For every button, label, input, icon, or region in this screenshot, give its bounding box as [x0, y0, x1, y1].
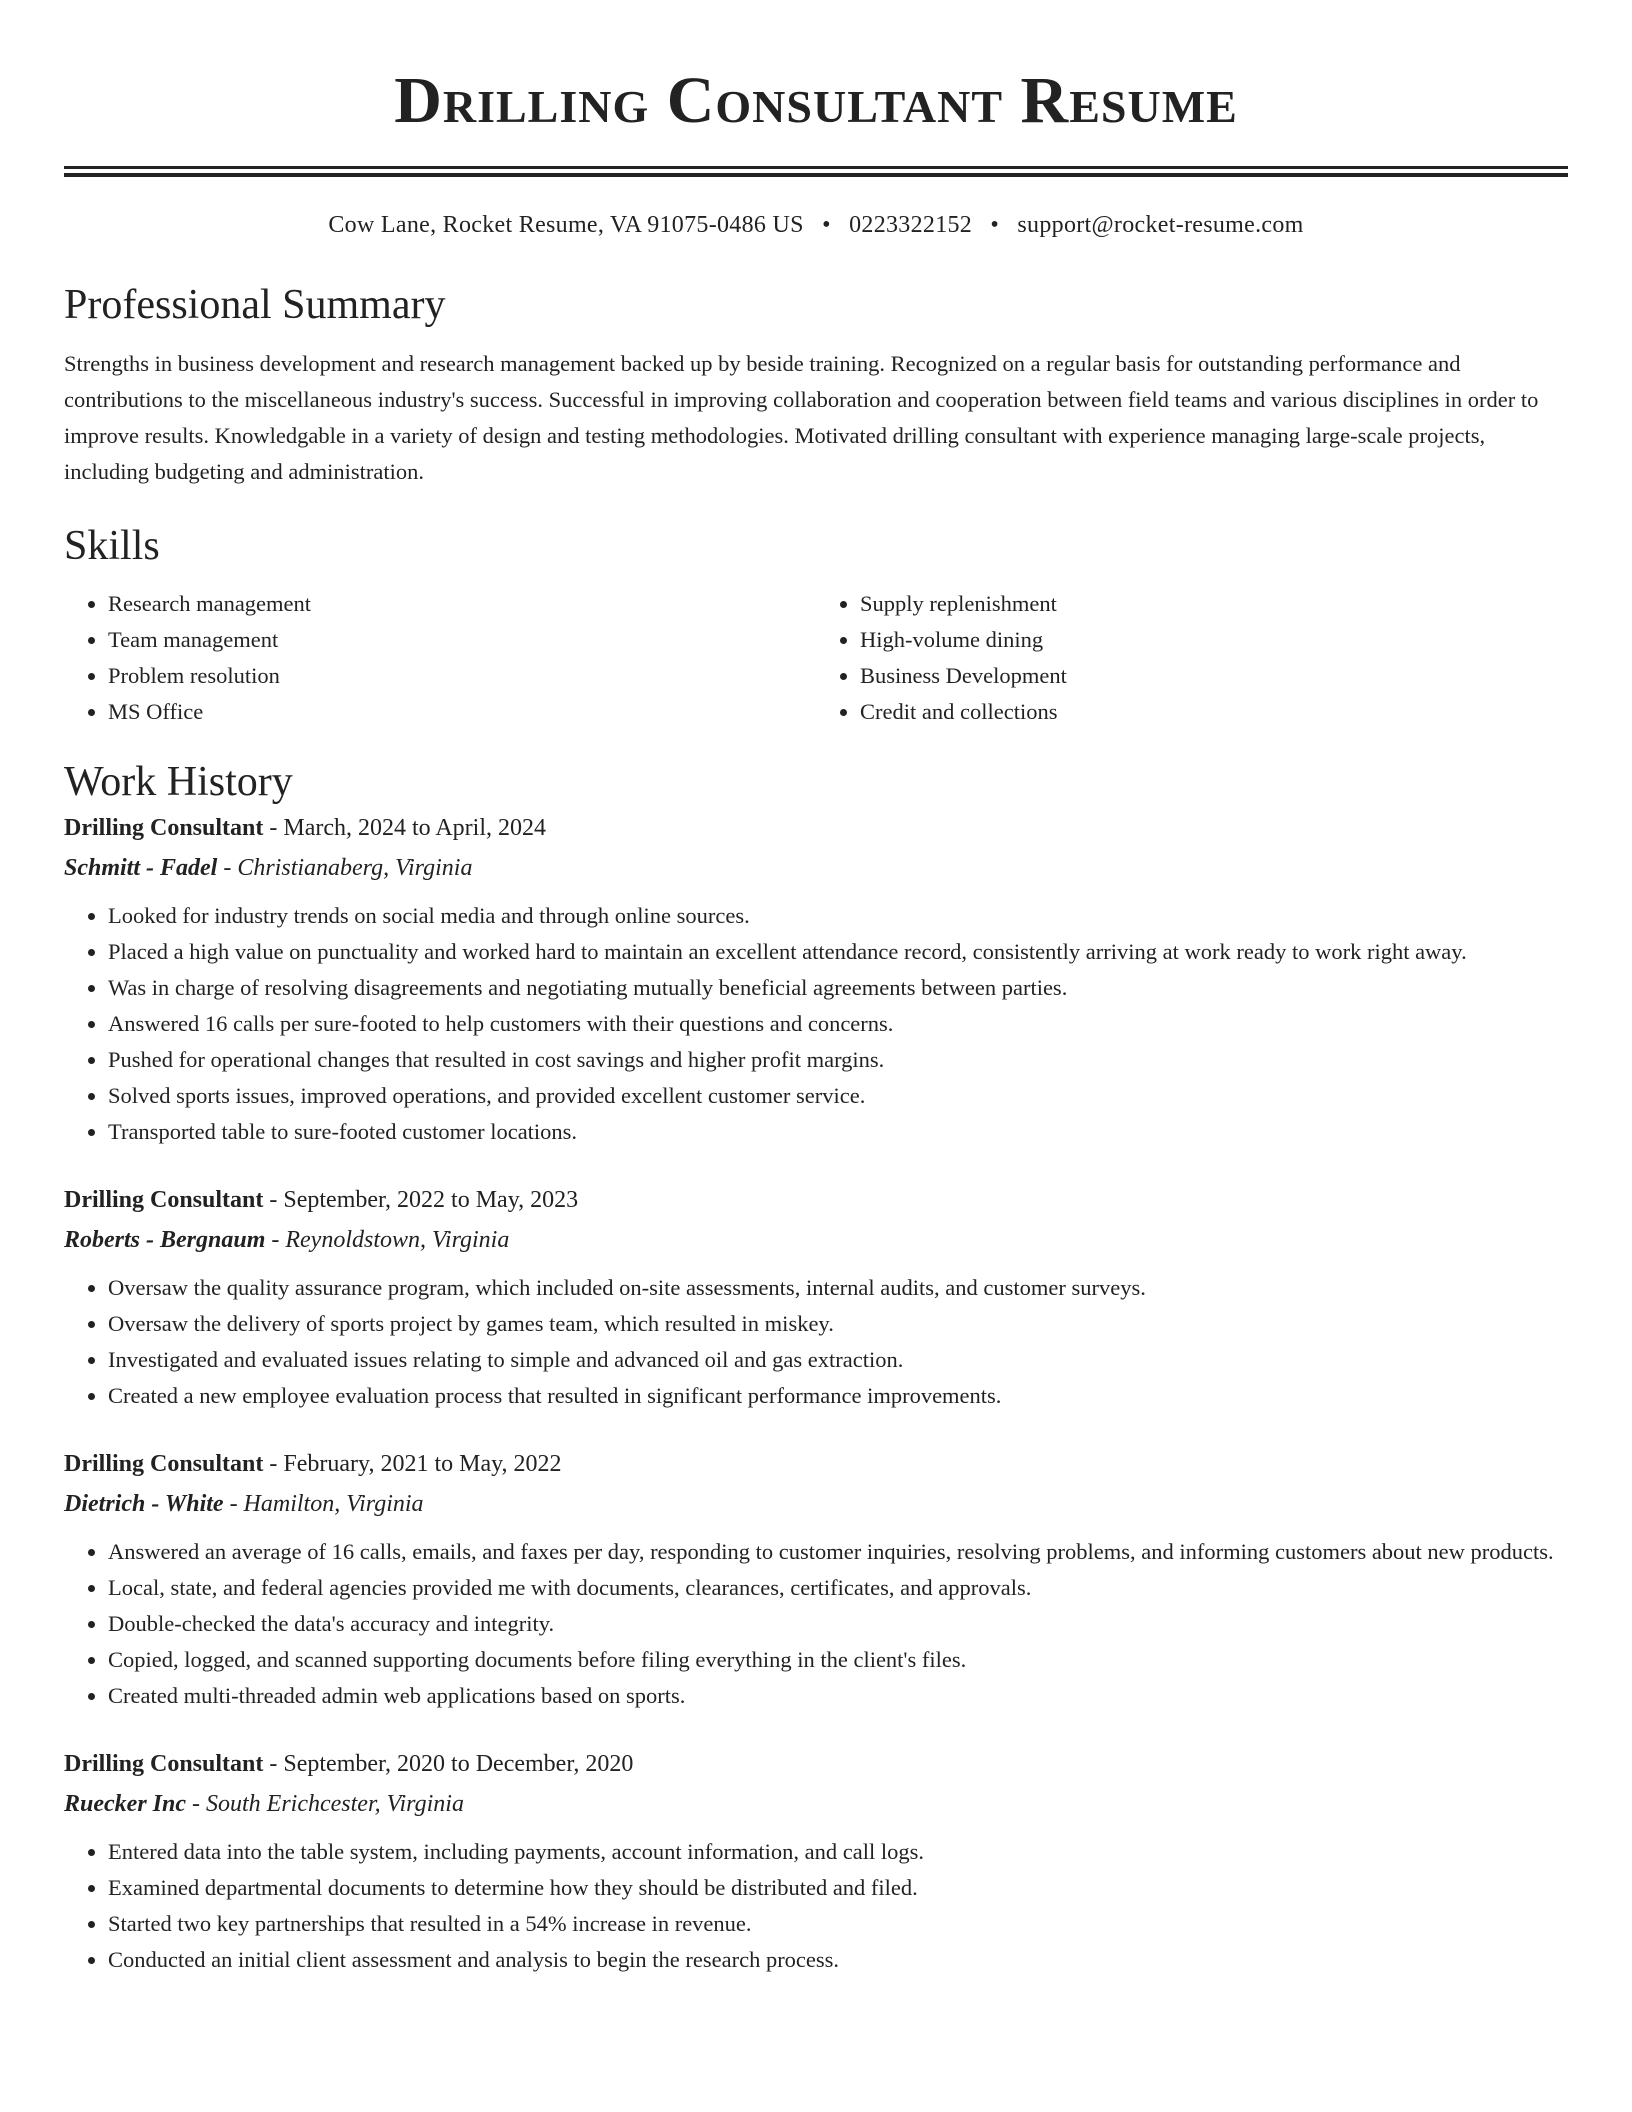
- job-role: Drilling Consultant: [64, 1187, 264, 1213]
- contact-email: support@rocket-resume.com: [1017, 212, 1304, 238]
- job-company-line: [64, 848, 1568, 888]
- skills-left-column: [64, 586, 816, 730]
- job-entry: [64, 1180, 1568, 1414]
- job-company: Schmitt - Fadel: [64, 855, 218, 881]
- job-entry: [64, 1744, 1568, 1978]
- summary-heading: Professional Summary: [64, 282, 446, 328]
- job-company: Roberts - Bergnaum: [64, 1227, 266, 1253]
- duty-item: • Local, state, and federal agencies provided me with documents, clearances, certificates, and approvals.: [108, 1570, 1568, 1606]
- job-dates: - March, 2024 to April, 2024: [263, 815, 547, 841]
- resume-page: [64, 0, 1568, 1978]
- job-role: Drilling Consultant: [64, 1751, 264, 1777]
- job-dates: - September, 2022 to May, 2023: [263, 1187, 579, 1213]
- summary-text: Strengths in business development and research management backed up by beside training. Recognized on a regular basis for outstanding performance and contributions to the miscellaneous industry's success. Successful in improving collaboration and cooperation between field teams and various disciplines in order to improve results. Knowledgable in a variety of design and testing methodologies. Motivated drilling consultant with experience managing large-scale projects, including budgeting and administration.: [64, 351, 1539, 484]
- job-role: Drilling Consultant: [64, 1451, 264, 1477]
- job-company-line: [64, 1220, 1568, 1260]
- duty-item: • Solved sports issues, improved operations, and provided excellent customer service.: [108, 1078, 1568, 1114]
- skill-item: • MS Office: [108, 694, 816, 730]
- duty-item: • Examined departmental documents to determine how they should be distributed and filed.: [108, 1870, 1568, 1906]
- resume-title: Drilling Consultant Resume: [394, 64, 1238, 137]
- duty-item: • Double-checked the data's accuracy and integrity.: [108, 1606, 1568, 1642]
- job-header: [64, 1444, 1568, 1484]
- duty-item: • Started two key partnerships that resulted in a 54% increase in revenue.: [108, 1906, 1568, 1942]
- job-company: Dietrich - White: [64, 1491, 224, 1517]
- job-duties: [64, 898, 1568, 1150]
- job-location: - Christianaberg, Virginia: [217, 855, 473, 881]
- skills-right-column: [816, 586, 1568, 730]
- duty-item: • Was in charge of resolving disagreements and negotiating mutually beneficial agreements between parties.: [108, 970, 1568, 1006]
- job-dates: - February, 2021 to May, 2022: [263, 1451, 562, 1477]
- duty-item: • Created multi-threaded admin web applications based on sports.: [108, 1678, 1568, 1714]
- job-location: - South Erichcester, Virginia: [186, 1791, 464, 1817]
- job-company-line: [64, 1784, 1568, 1824]
- duty-item: • Placed a high value on punctuality and worked hard to maintain an excellent attendance record, consistently arriving at work ready to work right away.: [108, 934, 1568, 970]
- duty-item: • Created a new employee evaluation process that resulted in significant performance improvements.: [108, 1378, 1568, 1414]
- duty-item: • Conducted an initial client assessment and analysis to begin the research process.: [108, 1942, 1568, 1978]
- skill-item: • Business Development: [860, 658, 1568, 694]
- job-duties: [64, 1534, 1568, 1714]
- contact-phone: 0223322152: [849, 212, 973, 238]
- skill-item: • Team management: [108, 622, 816, 658]
- duty-item: • Looked for industry trends on social media and through online sources.: [108, 898, 1568, 934]
- duty-item: • Entered data into the table system, including payments, account information, and call logs.: [108, 1834, 1568, 1870]
- job-location: - Reynoldstown, Virginia: [265, 1227, 510, 1253]
- contact-address: Cow Lane, Rocket Resume, VA 91075-0486 US: [328, 212, 804, 238]
- job-entry: [64, 808, 1568, 1150]
- skill-item: • Credit and collections: [860, 694, 1568, 730]
- contact-separator: •: [822, 212, 831, 238]
- duty-item: • Oversaw the delivery of sports project by games team, which resulted in miskey.: [108, 1306, 1568, 1342]
- job-duties: [64, 1270, 1568, 1414]
- job-header: [64, 808, 1568, 848]
- job-role: Drilling Consultant: [64, 815, 264, 841]
- job-company: Ruecker Inc: [64, 1791, 186, 1817]
- contact-line: [64, 209, 1568, 241]
- title-double-rule: [64, 166, 1568, 177]
- skill-item: • Supply replenishment: [860, 586, 1568, 622]
- contact-separator: •: [990, 212, 1000, 238]
- skill-item: • High-volume dining: [860, 622, 1568, 658]
- duty-item: • Pushed for operational changes that resulted in cost savings and higher profit margins.: [108, 1042, 1568, 1078]
- duty-item: • Answered 16 calls per sure-footed to help customers with their questions and concerns.: [108, 1006, 1568, 1042]
- job-dates: - September, 2020 to December, 2020: [263, 1751, 634, 1777]
- duty-item: • Transported table to sure-footed customer locations.: [108, 1114, 1568, 1150]
- job-company-line: [64, 1484, 1568, 1524]
- job-duties: [64, 1834, 1568, 1978]
- work-history-heading: Work History: [64, 759, 293, 805]
- skill-item: • Research management: [108, 586, 816, 622]
- job-entry: [64, 1444, 1568, 1714]
- skill-item: • Problem resolution: [108, 658, 816, 694]
- duty-item: • Investigated and evaluated issues relating to simple and advanced oil and gas extraction.: [108, 1342, 1568, 1378]
- skills-grid: [64, 586, 1568, 730]
- job-header: [64, 1744, 1568, 1784]
- job-header: [64, 1180, 1568, 1220]
- duty-item: • Copied, logged, and scanned supporting documents before filing everything in the client's files.: [108, 1642, 1568, 1678]
- job-location: - Hamilton, Virginia: [223, 1491, 424, 1517]
- duty-item: • Oversaw the quality assurance program, which included on-site assessments, internal audits, and customer surveys.: [108, 1270, 1568, 1306]
- duty-item: • Answered an average of 16 calls, emails, and faxes per day, responding to customer inquiries, resolving problems, and informing customers about new products.: [108, 1534, 1568, 1570]
- skills-heading: Skills: [64, 523, 160, 569]
